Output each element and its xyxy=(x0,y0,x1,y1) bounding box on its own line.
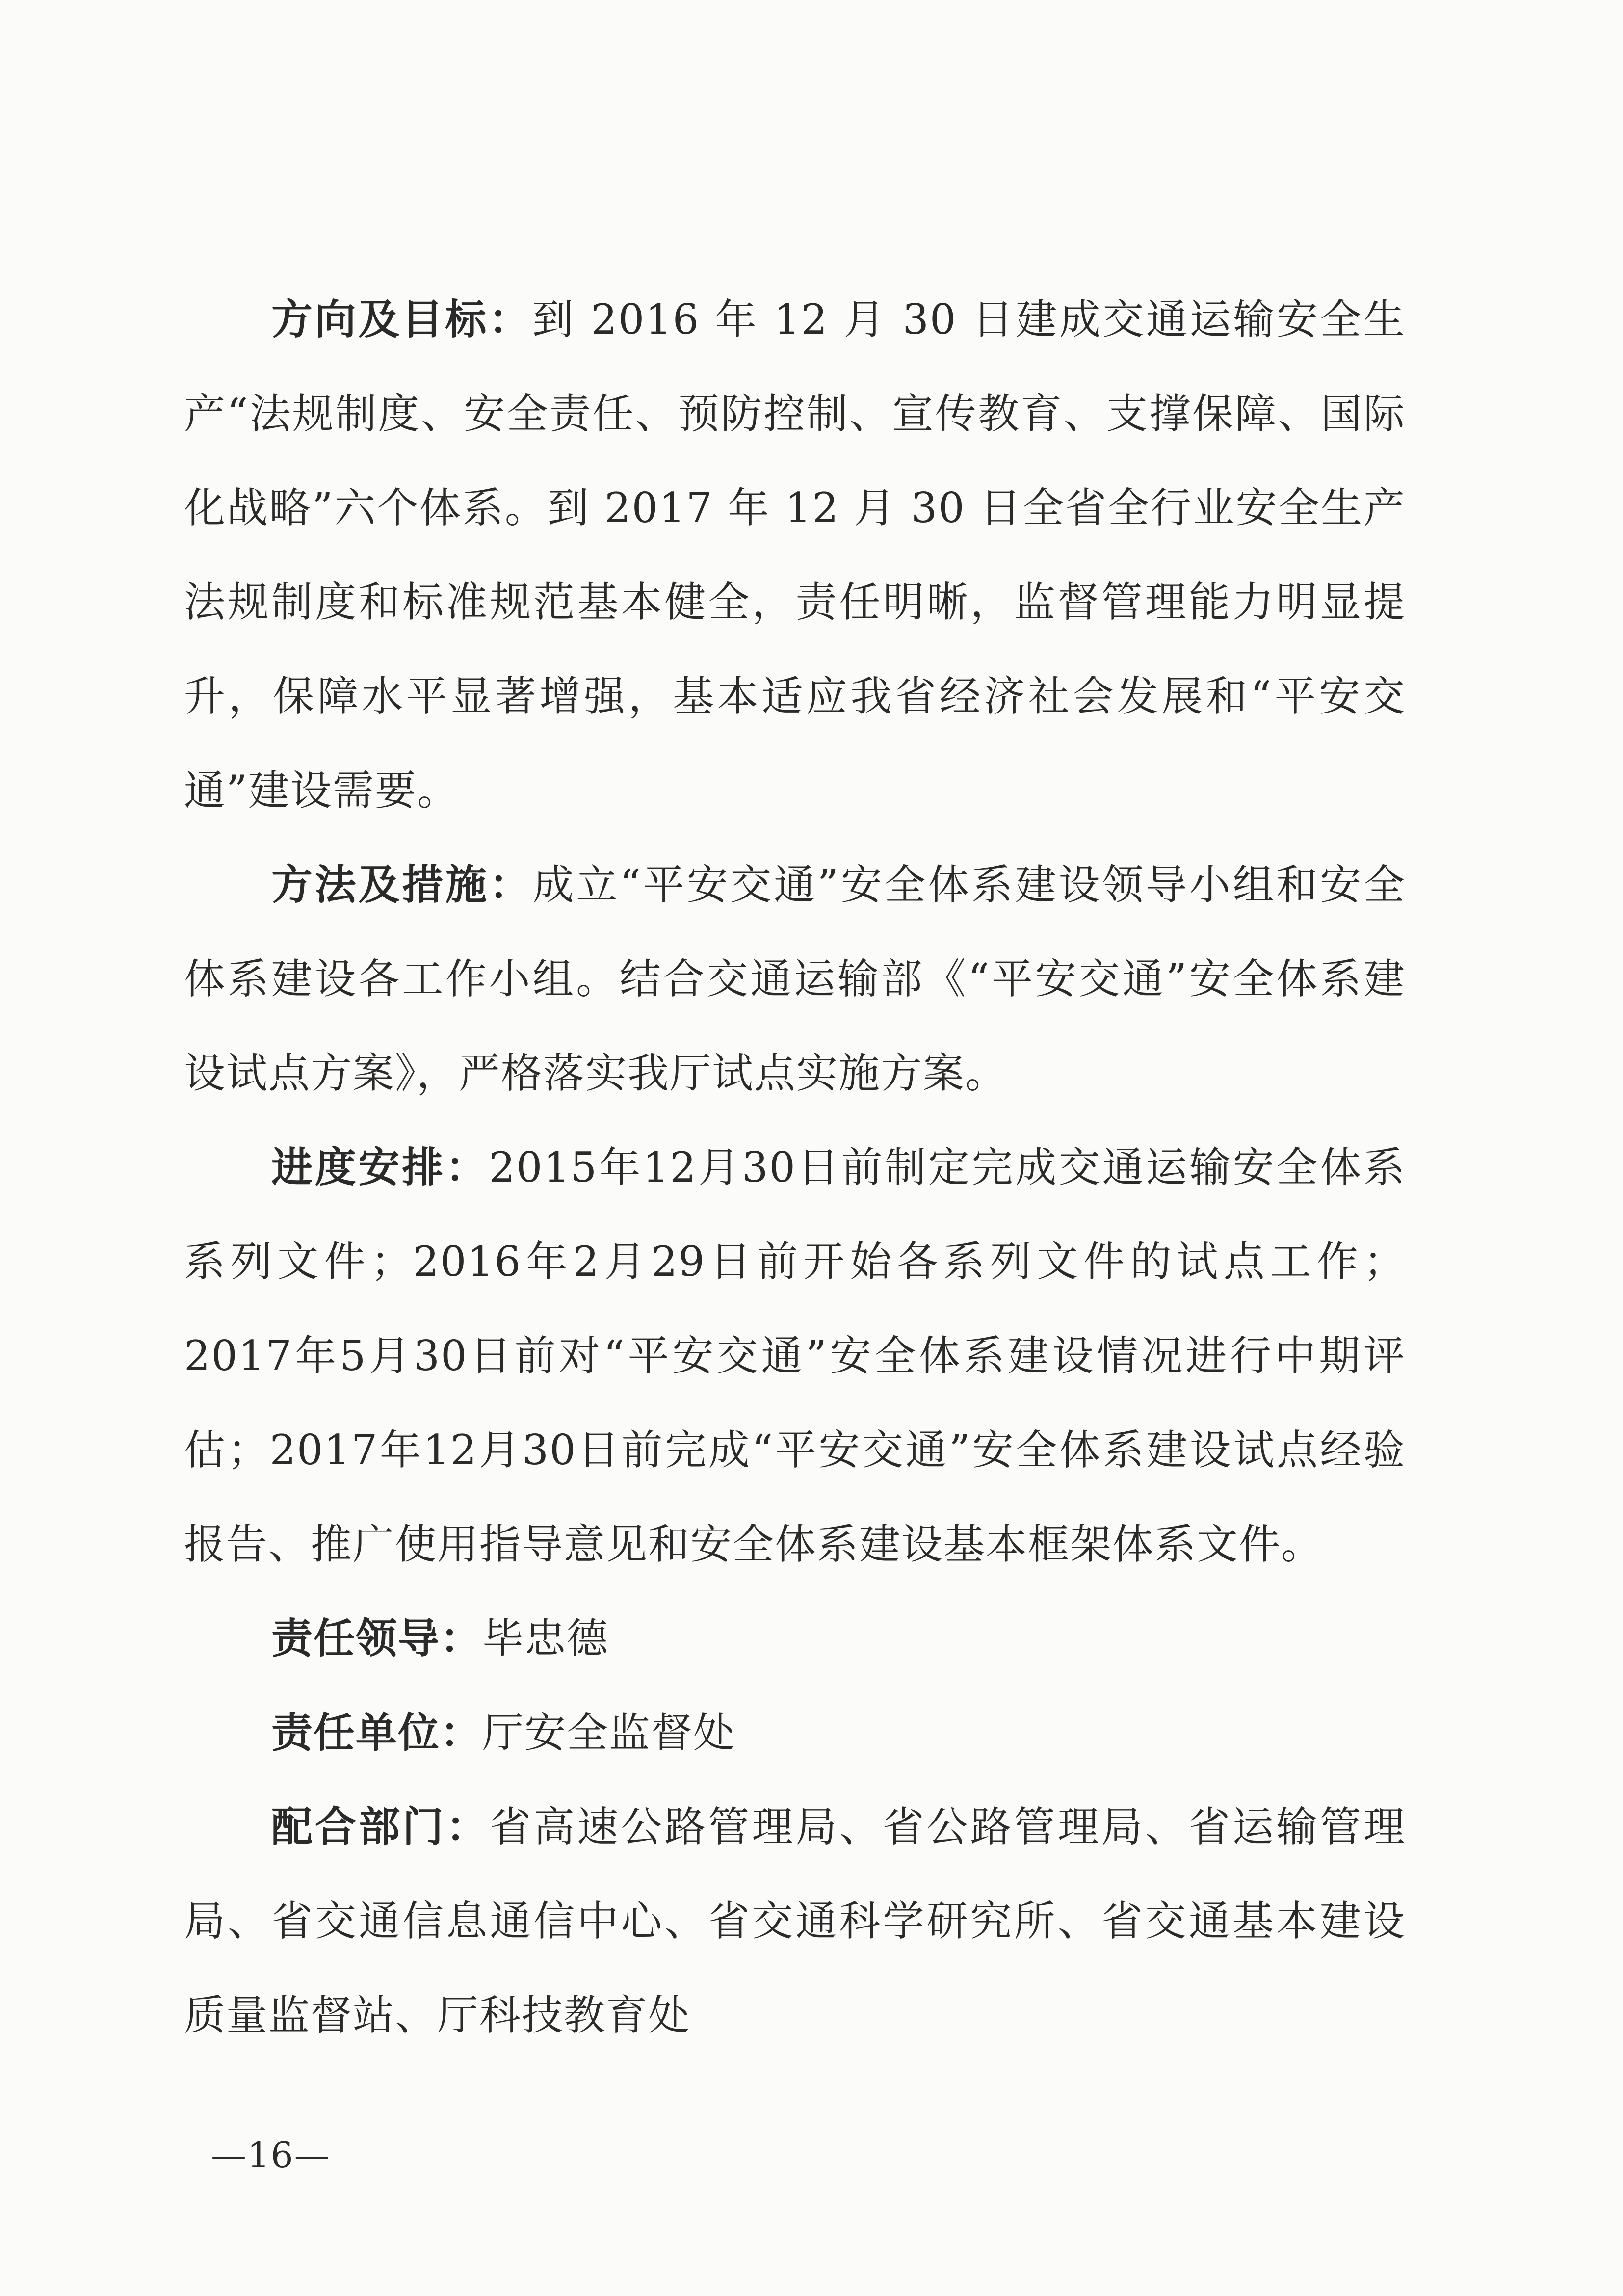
paragraph-label: 配合部门： xyxy=(271,1803,490,1851)
paragraph-text: 厅安全监督处 xyxy=(482,1709,736,1757)
paragraph-methods-measures xyxy=(184,838,1406,1120)
paragraph-text: 成立“平安交通”安全体系建设领导小组和安全体系建设各工作小组。结合交通运输部《“平安交通”安全体系建设试点方案》，严格落实我厅试点实施方案。 xyxy=(184,861,1406,1097)
paragraph-label: 进度安排： xyxy=(271,1143,489,1191)
paragraph-direction-goals xyxy=(184,272,1406,838)
paragraph-responsible-unit xyxy=(184,1686,1406,1780)
paragraph-label: 方向及目标： xyxy=(271,295,532,343)
paragraph-text: 毕忠德 xyxy=(482,1614,609,1663)
paragraph-responsible-leader xyxy=(184,1591,1406,1686)
paragraph-schedule xyxy=(184,1120,1406,1591)
page-number: —16— xyxy=(211,2135,331,2176)
paragraph-text: 到 2016 年 12 月 30 日建成交通运输安全生产“法规制度、安全责任、预防控制、宣传教育、支撑保障、国际化战略”六个体系。到 2017 年 12 月 30 日全省全行业安全生产法规制度和标准规范基本健全，责任明晰，监督管理能力明显提升，保障水平显著增强，基本适应我省经济社会发展和“平安交通”建设需要。 xyxy=(184,295,1406,815)
paragraph-label: 方法及措施： xyxy=(271,861,533,909)
document-body xyxy=(184,272,1406,2062)
paragraph-label: 责任单位： xyxy=(271,1709,483,1757)
paragraph-text: 省高速公路管理局、省公路管理局、省运输管理局、省交通信息通信中心、省交通科学研究所、省交通基本建设质量监督站、厅科技教育处 xyxy=(184,1803,1406,2039)
paragraph-label: 责任领导： xyxy=(271,1614,483,1663)
paragraph-cooperating-departments xyxy=(184,1780,1406,2062)
paragraph-text: 2015年12月30日前制定完成交通运输安全体系系列文件；2016年2月29日前开始各系列文件的试点工作；2017年5月30日前对“平安交通”安全体系建设情况进行中期评估；2017年12月30日前完成“平安交通”安全体系建设试点经验报告、推广使用指导意见和安全体系建设基本框架体系文件。 xyxy=(184,1143,1406,1568)
